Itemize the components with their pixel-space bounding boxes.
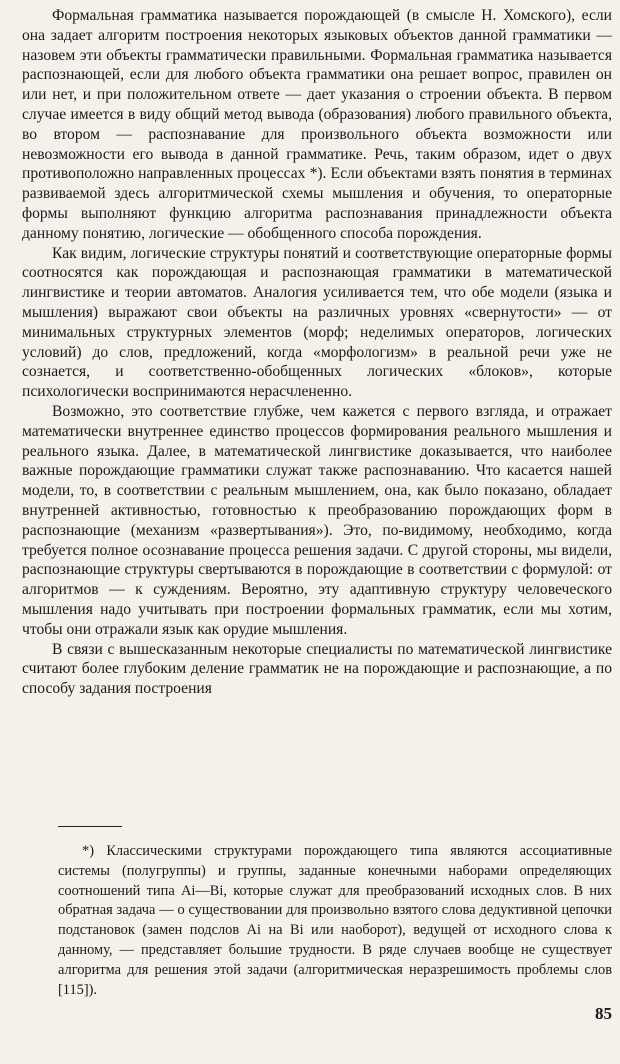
footnote-divider — [58, 826, 122, 827]
main-text — [22, 6, 612, 699]
paragraph-2: Как видим, логические структуры понятий и соответствующие операторные формы соотносятся как порождающая и распознающая грамматики в математической лингвистике и теории автоматов. Аналогия усиливается тем, что обе модели (языка и мышления) выражают свои объекты на различных уровнях «свернутости» — от минимальных структурных элементов (морф; неделимых операторов, логических условий) до слов, предложений, когда «морфологизм» в реальной речи уже не сознается, и соответственно-обобщенных логических «блоков», которые психологически воспринимаются нерасчлененно. — [22, 244, 612, 401]
page-number: 85 — [595, 1004, 612, 1023]
paragraph-4: В связи с вышесказанным некоторые специалисты по математической лингвистике считают более глубоким деление грамматик не на порождающие и распознающие, а по способу задания построения — [22, 640, 612, 698]
paragraph-3: Возможно, это соответствие глубже, чем кажется с первого взгляда, и отражает математически внутреннее единство процессов формирования реального мышления и реального языка. Далее, в математической лингвистике доказывается, что наиболее важные порождающие грамматики служат также распознаванию. Что касается нашей модели, то, в соответствии с реальным мышлением, она, как было показано, обладает внутренней активностью, готовностью к преобразованию порождающих форм в распознающие (механизм «развертывания»). Это, по-видимому, необходимо, когда требуется полное осознавание процесса решения задачи. С другой стороны, мы видели, распознающие структуры свертываются в порождающие в соответствии с формулой: от алгоритмов — к суждениям. Вероятно, эту адаптивную структуру человеческого мышления надо учитывать при построении формальных грамматик, если мы хотим, чтобы они отражали язык как орудие мышления. — [22, 402, 612, 638]
footnote — [58, 842, 612, 1000]
footnote-text: *) Классическими структурами порождающего типа являются ассоциативные системы (полугруппы) и группы, заданные конечными наборами определяющих соотношений типа Ai—Bi, которые служат для преобразований исходных слов. В них обратная задача — о существовании для произвольно взятого слова дедуктивной цепочки подстановок (замен подслов Ai на Bi или наоборот), ведущей от исходного слова к данному, — представляет большие трудности. В ряде случаев вообще не существует алгоритма для решения этой задачи (алгоритмическая неразрешимость проблемы слов [115]). — [58, 843, 612, 998]
paragraph-1: Формальная грамматика называется порождающей (в смысле Н. Хомского), если она задает алгоритм построения некоторых языковых объектов данной грамматики — назовем эти объекты грамматически правильными. Формальная грамматика называется распознающей, если для любого объекта грамматики она решает вопрос, правилен он или нет, и при положительном ответе — дает указания о строении объекта. В первом случае имеется в виду общий метод вывода (образования) любого правильного объекта, во втором — распознавание для произвольного объекта возможности или невозможности его вывода в данной грамматике. Речь, таким образом, идет о двух противоположно направленных процессах *). Если объектами взять понятия в терминах развиваемой здесь алгоритмической схемы мышления и обучения, то операторные формы выполняют функцию алгоритма распознавания принадлежности объекта данному понятию, логические — обобщенного способа порождения. — [22, 7, 612, 242]
